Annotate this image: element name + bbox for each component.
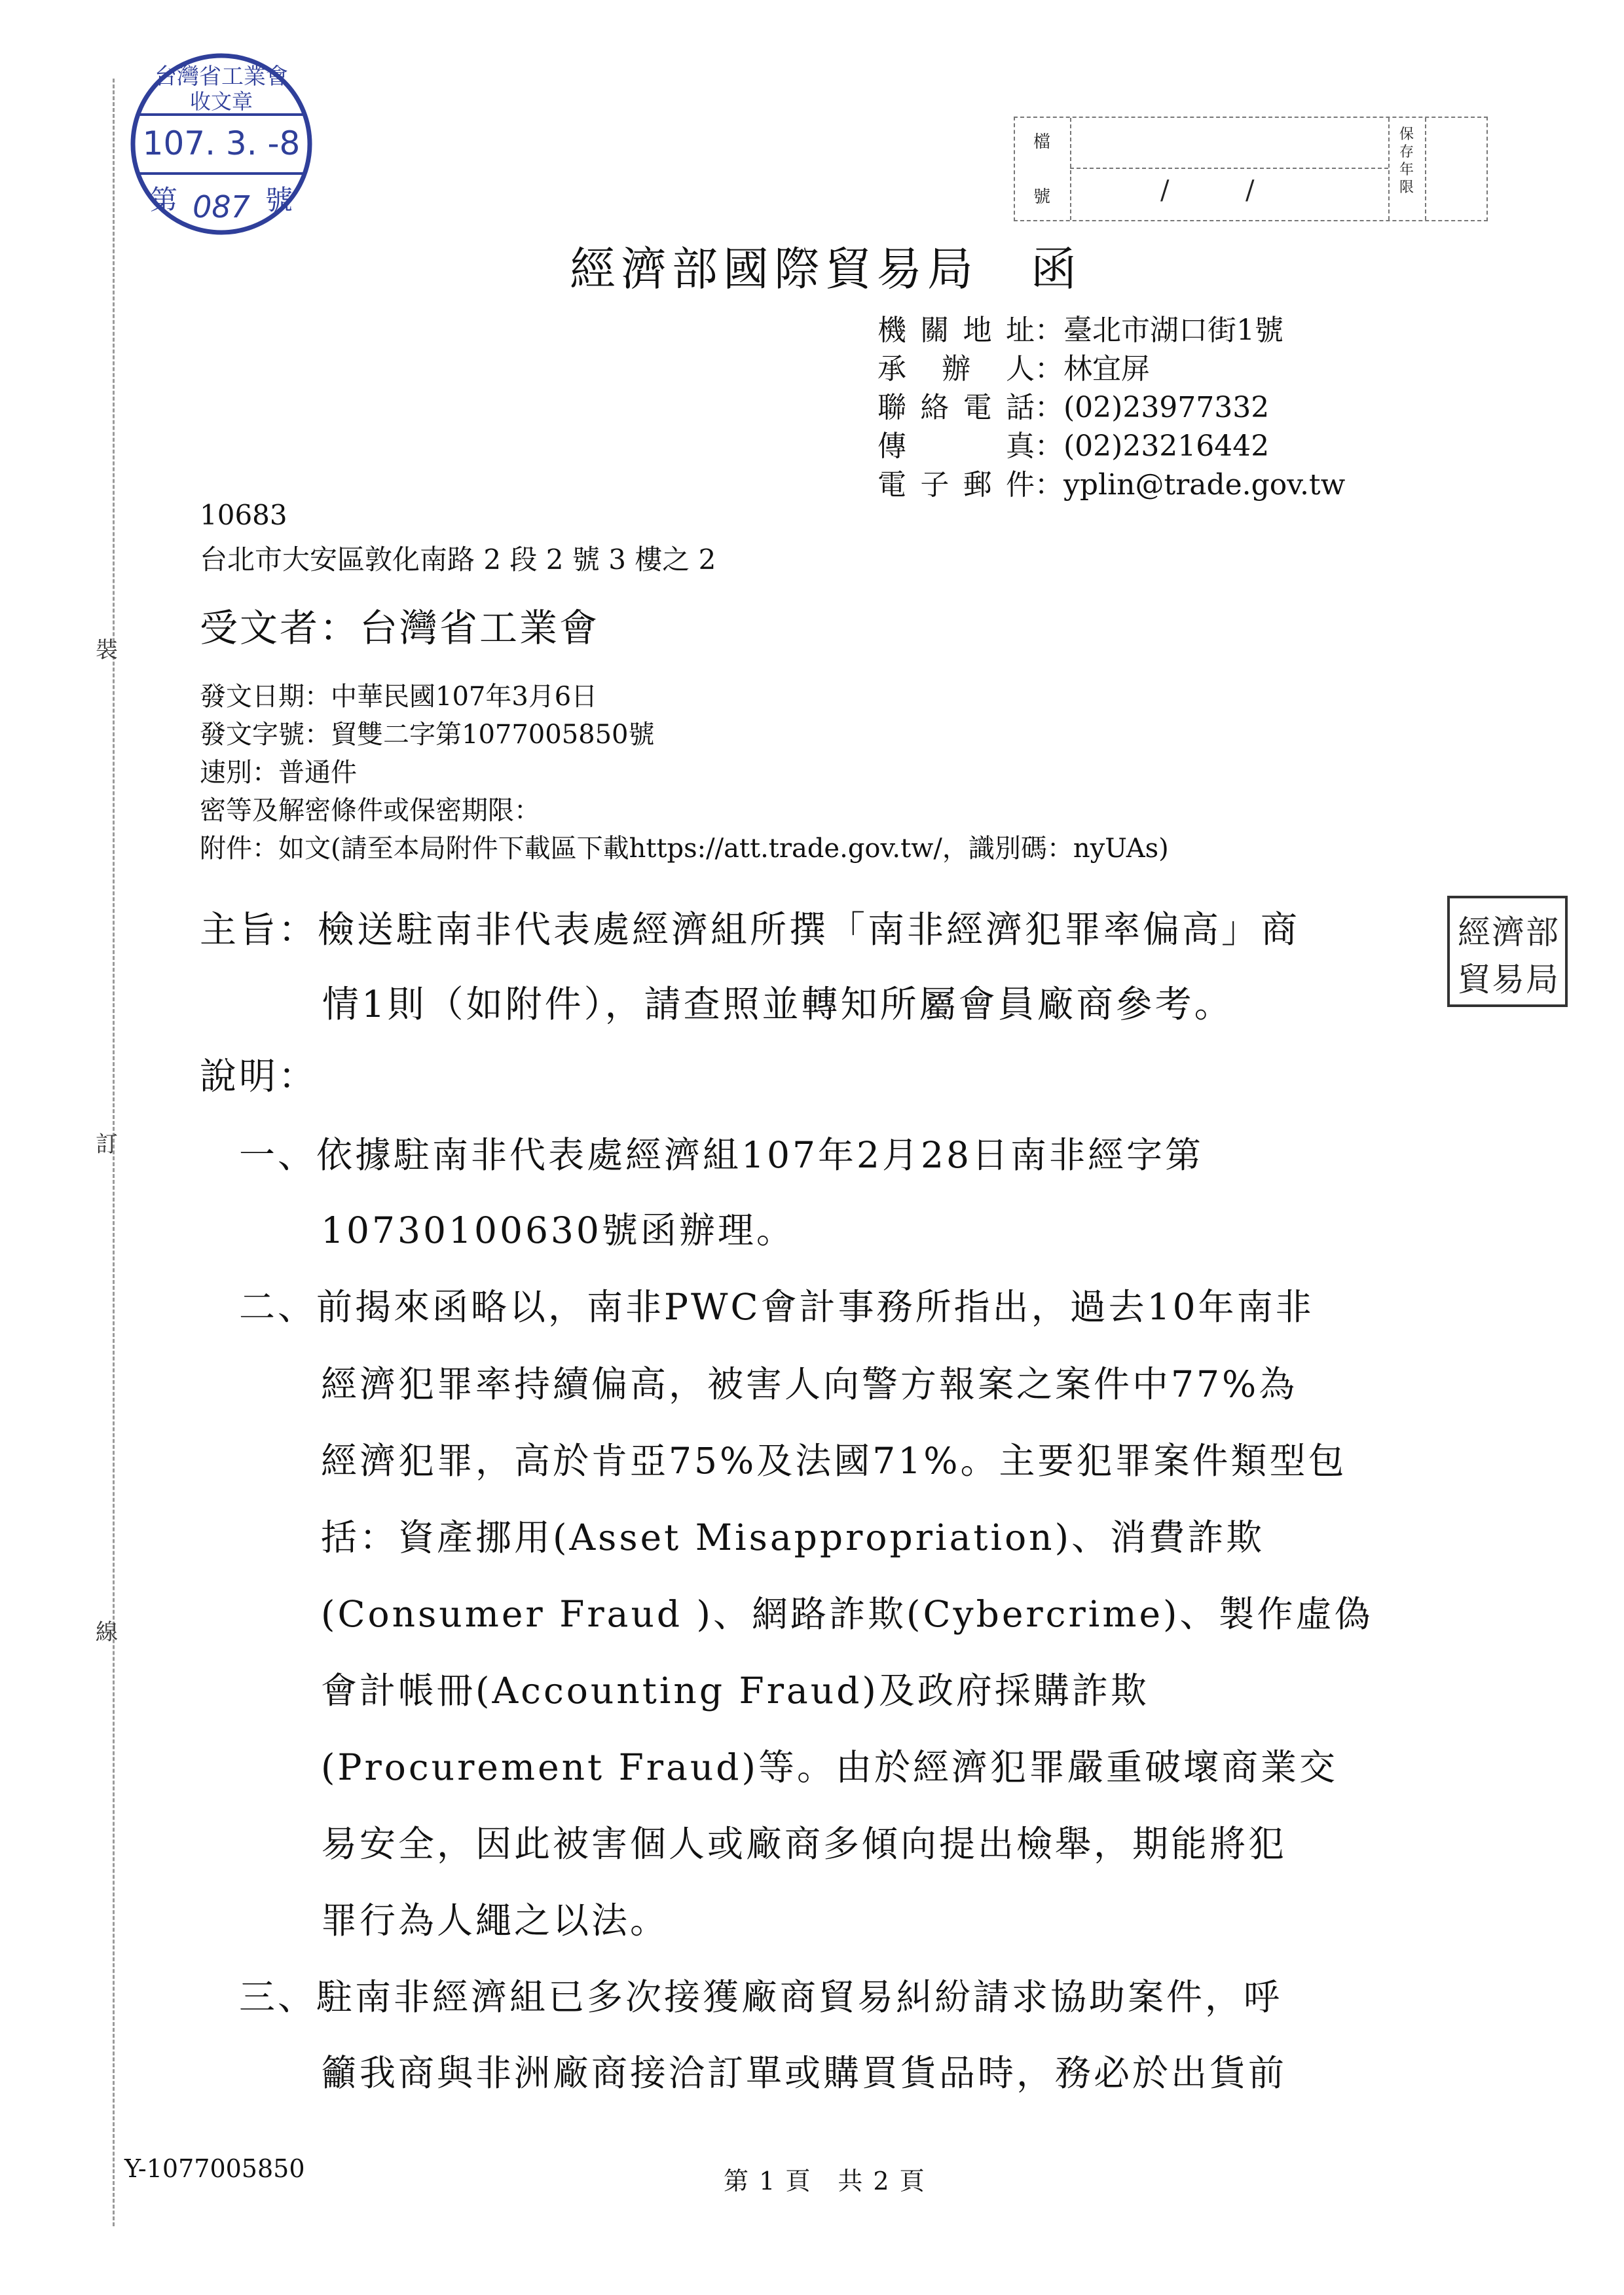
recipient-address: 台北市大安區敦化南路 2 段 2 號 3 樓之 2: [200, 543, 716, 576]
agency-name: 經濟部國際貿易局: [570, 242, 978, 296]
body-line: 經濟犯罪率持續偏高，被害人向警方報案之案件中77%為: [321, 1363, 1298, 1405]
doc-type: 函: [1031, 242, 1082, 296]
received-stamp: [123, 46, 320, 242]
confidentiality: 密等及解密條件或保密期限：: [200, 796, 540, 826]
seal-line-1: 經濟部: [1458, 913, 1560, 951]
body-line: 會計帳冊(Accounting Fraud)及政府採購詐欺: [321, 1670, 1149, 1712]
archive-slash-2: /: [1246, 175, 1255, 206]
body-line: 括：資產挪用(Asset Misappropriation)、消費詐欺: [321, 1516, 1265, 1558]
archive-box: [1014, 117, 1488, 221]
archive-keep-years: 保存年限: [1399, 126, 1414, 196]
document-code: Y-1077005850: [124, 2154, 305, 2183]
subject-line-2: 情1則（如附件），請查照並轉知所屬會員廠商參考。: [322, 983, 1234, 1026]
contact-address: 機關地址：臺北市湖口街1號: [877, 314, 1283, 347]
stamp-date: 107. 3. -8: [142, 124, 301, 162]
document-title: [570, 232, 1082, 299]
contact-handler: 承辦人：林宜屏: [877, 352, 1150, 386]
contact-fax: 傳真：(02)23216442: [877, 430, 1270, 463]
body-line: 10730100630號函辦理。: [321, 1209, 795, 1251]
body-line: 三、駐南非經濟組已多次接獲廠商貿易糾紛請求協助案件，呼: [239, 1976, 1283, 2018]
postal-code: 10683: [200, 499, 287, 531]
page-number: 第 1 頁 共 2 頁: [724, 2167, 926, 2195]
issue-date: 發文日期：中華民國107年3月6日: [200, 682, 598, 712]
body-line: 經濟犯罪，高於肯亞75%及法國71%。主要犯罪案件類型包: [321, 1440, 1347, 1482]
body-line: 易安全，因此被害個人或廠商多傾向提出檢舉，期能將犯: [321, 1823, 1287, 1865]
archive-label-number: 號: [1033, 187, 1051, 207]
attachment: 附件：如文(請至本局附件下載區下載https://att.trade.gov.tw/，識別碼：nyUAs): [200, 834, 1169, 864]
stamp-org: 台灣省工業會: [155, 64, 288, 90]
stamp-number-suffix: 號: [265, 184, 293, 216]
seal-line-2: 貿易局: [1458, 961, 1560, 999]
body-line: (Procurement Fraud)等。由於經濟犯罪嚴重破壞商業交: [321, 1746, 1338, 1788]
contact-phone: 聯絡電話：(02)23977332: [877, 391, 1270, 424]
explanation-label: 說明：: [200, 1056, 318, 1098]
archive-label-file: 檔: [1033, 132, 1051, 152]
stamp-number-prefix: 第: [149, 184, 178, 216]
stamp-received: 收文章: [189, 89, 253, 114]
body-line: (Consumer Fraud )、網路詐欺(Cybercrime)、製作虛偽: [321, 1593, 1373, 1635]
body-line: 二、前揭來函略以，南非PWC會計事務所指出，過去10年南非: [239, 1286, 1314, 1328]
archive-slash-1: /: [1160, 175, 1170, 206]
issue-number: 發文字號：貿雙二字第1077005850號: [200, 720, 655, 750]
stamp-number: 087: [193, 189, 250, 225]
urgency: 速別：普通件: [200, 758, 357, 788]
binding-mark-zhuang: 裝: [96, 637, 118, 663]
binding-mark-xian: 線: [96, 1619, 118, 1645]
body-line: 籲我商與非洲廠商接洽訂單或購買貨品時，務必於出貨前: [321, 2052, 1287, 2094]
recipient: 受文者：台灣省工業會: [200, 606, 600, 650]
agency-seal: [1447, 896, 1568, 1007]
body-line: 罪行為人繩之以法。: [321, 1900, 669, 1941]
body-line: 一、依據駐南非代表處經濟組107年2月28日南非經字第: [239, 1134, 1204, 1176]
subject-line-1: 主旨：檢送駐南非代表處經濟組所撰「南非經濟犯罪率偏高」商: [200, 909, 1300, 951]
contact-email: 電子郵件：yplin@trade.gov.tw: [877, 468, 1346, 502]
binding-mark-ding: 訂: [96, 1131, 118, 1158]
